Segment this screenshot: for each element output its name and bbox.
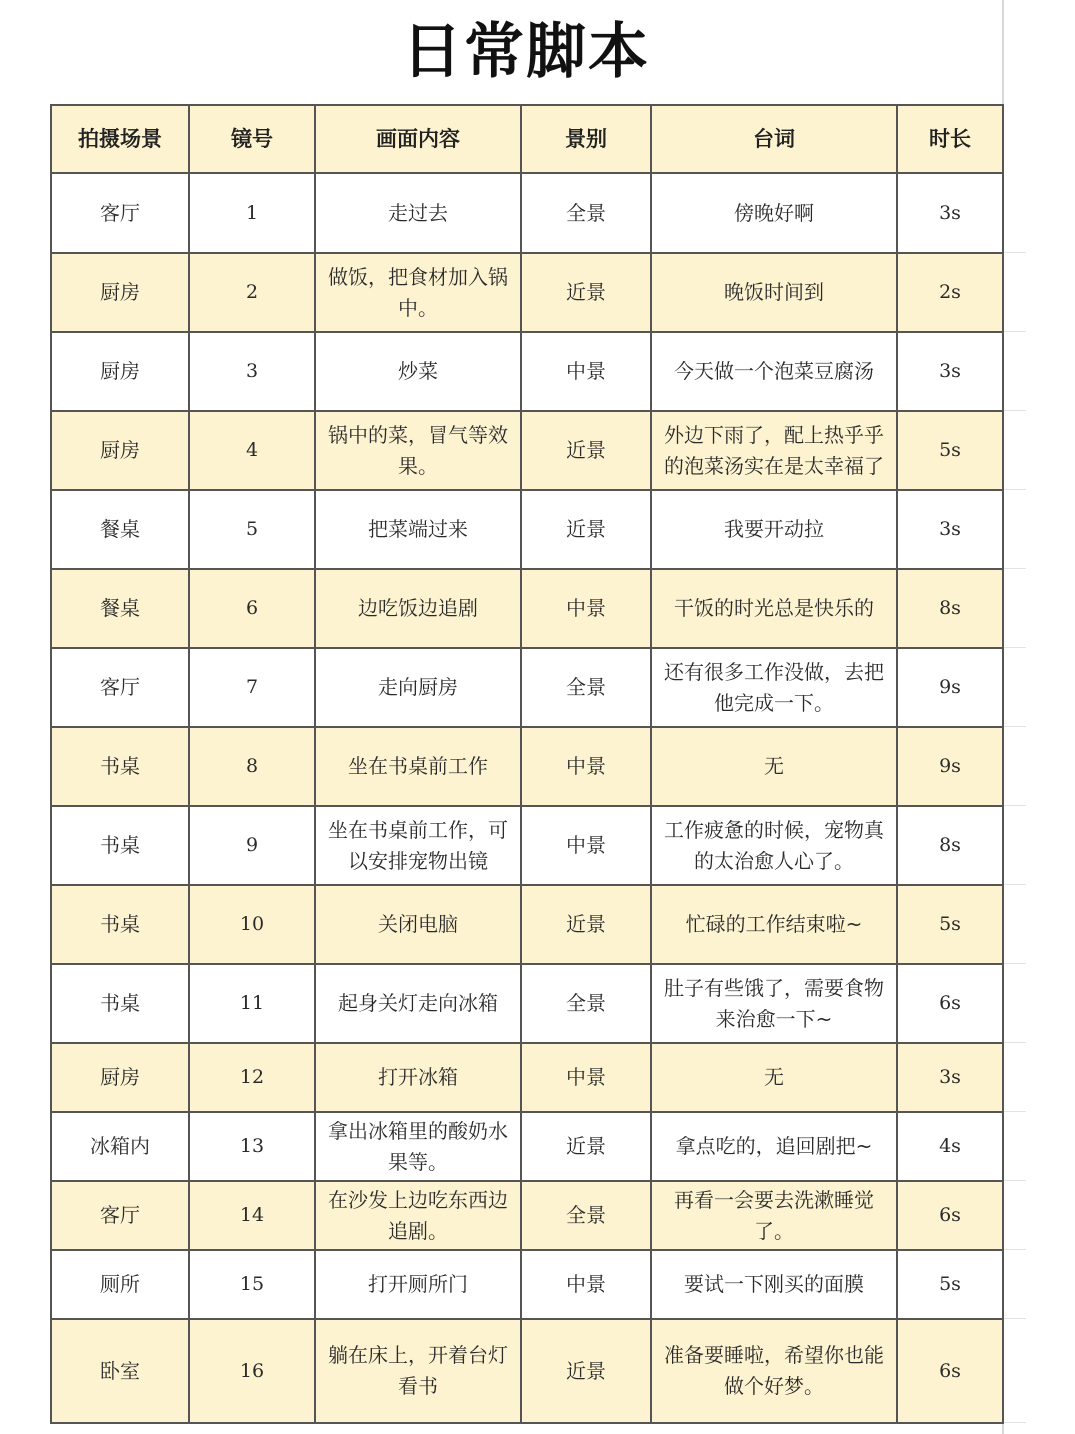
cell-content-text: 把菜端过来	[368, 517, 468, 541]
cell-scene	[51, 1112, 189, 1181]
cell-scene-text: 客厅	[100, 1203, 140, 1227]
cell-dialogue	[651, 964, 897, 1043]
cell-dialogue-text: 傍晚好啊	[734, 200, 814, 225]
cell-shot-text: 16	[239, 1359, 265, 1382]
cell-scene	[51, 253, 189, 332]
grid-extension-line	[1004, 963, 1026, 964]
cell-framing	[521, 1181, 651, 1250]
cell-content-text: 走向厨房	[378, 675, 458, 699]
cell-dialogue	[651, 885, 897, 964]
cell-shot	[189, 648, 315, 727]
cell-duration	[897, 1319, 1003, 1423]
cell-content	[315, 173, 521, 253]
cell-framing	[521, 411, 651, 490]
cell-duration	[897, 806, 1003, 885]
cell-dialogue-text: 我要开动拉	[724, 517, 824, 541]
cell-duration	[897, 411, 1003, 490]
cell-scene	[51, 1250, 189, 1319]
cell-content-text: 起身关灯走向冰箱	[338, 991, 498, 1015]
cell-dialogue	[651, 1112, 897, 1181]
cell-framing-text: 中景	[566, 1272, 606, 1296]
cell-dialogue	[651, 1043, 897, 1112]
cell-scene	[51, 806, 189, 885]
cell-scene-text: 书桌	[100, 991, 140, 1015]
cell-scene	[51, 1319, 189, 1423]
cell-framing-text: 中景	[566, 833, 606, 857]
cell-shot-text: 7	[245, 676, 259, 698]
cell-duration	[897, 727, 1003, 806]
cell-shot	[189, 1319, 315, 1423]
cell-scene-text: 书桌	[100, 833, 140, 857]
cell-shot-text: 10	[239, 913, 265, 935]
cell-duration	[897, 964, 1003, 1043]
cell-framing-text: 中景	[566, 1065, 606, 1089]
cell-dialogue	[651, 173, 897, 253]
cell-scene-text: 冰箱内	[90, 1134, 150, 1158]
cell-framing	[521, 253, 651, 332]
grid-extension-line	[1004, 1422, 1026, 1423]
cell-duration	[897, 253, 1003, 332]
cell-shot	[189, 1112, 315, 1181]
cell-framing	[521, 1319, 651, 1423]
cell-content-text: 锅中的菜，冒气等效果。	[328, 422, 508, 478]
cell-scene-text: 厨房	[100, 280, 140, 304]
cell-duration-text: 5s	[939, 1273, 961, 1295]
cell-shot	[189, 806, 315, 885]
cell-content-text: 边吃饭边追剧	[358, 596, 478, 620]
cell-scene-text: 厕所	[100, 1272, 140, 1296]
cell-shot	[189, 173, 315, 253]
cell-scene	[51, 1181, 189, 1250]
cell-dialogue	[651, 332, 897, 411]
cell-dialogue-text: 晚饭时间到	[724, 280, 824, 304]
cell-dialogue-text: 肚子有些饿了，需要食物来治愈一下~	[664, 975, 884, 1031]
cell-content-text: 走过去	[388, 200, 448, 225]
table-row	[51, 1250, 1003, 1319]
cell-duration-text: 4s	[939, 1135, 961, 1157]
cell-content	[315, 727, 521, 806]
cell-shot-text: 15	[239, 1273, 265, 1295]
cell-scene	[51, 727, 189, 806]
cell-scene-text: 厨房	[100, 1065, 140, 1089]
cell-dialogue-text: 准备要睡啦，希望你也能做个好梦。	[664, 1343, 884, 1398]
grid-extension-line	[1004, 252, 1026, 253]
cell-duration-text: 6s	[939, 992, 961, 1014]
cell-content	[315, 1181, 521, 1250]
cell-dialogue-text: 拿点吃的，追回剧把~	[675, 1134, 873, 1158]
cell-duration-text: 2s	[939, 281, 961, 303]
table-row	[51, 806, 1003, 885]
cell-scene-text: 厨房	[100, 438, 140, 462]
cell-duration	[897, 648, 1003, 727]
cell-duration-text: 5s	[939, 913, 961, 935]
cell-duration	[897, 490, 1003, 569]
cell-framing	[521, 727, 651, 806]
cell-framing-text: 全景	[566, 200, 606, 225]
cell-duration-text: 3s	[939, 360, 961, 382]
cell-scene	[51, 1043, 189, 1112]
cell-scene	[51, 332, 189, 411]
cell-content-text: 炒菜	[398, 359, 438, 383]
cell-framing	[521, 569, 651, 648]
cell-shot-text: 13	[239, 1135, 265, 1157]
table-row	[51, 173, 1003, 253]
cell-duration	[897, 173, 1003, 253]
cell-content	[315, 1319, 521, 1423]
header-dialogue: 台词	[651, 105, 897, 173]
cell-dialogue	[651, 569, 897, 648]
cell-scene	[51, 964, 189, 1043]
cell-dialogue	[651, 1319, 897, 1423]
grid-extension-line	[1004, 647, 1026, 648]
cell-dialogue	[651, 1250, 897, 1319]
cell-framing-text: 近景	[566, 1134, 606, 1158]
cell-shot	[189, 253, 315, 332]
cell-scene-text: 餐桌	[100, 596, 140, 620]
cell-framing-text: 全景	[566, 675, 606, 699]
cell-content	[315, 253, 521, 332]
cell-duration-text: 9s	[939, 755, 961, 777]
cell-framing-text: 近景	[566, 1358, 606, 1383]
cell-scene	[51, 490, 189, 569]
cell-shot-text: 12	[239, 1066, 265, 1088]
cell-content	[315, 1112, 521, 1181]
cell-dialogue	[651, 1181, 897, 1250]
cell-shot	[189, 569, 315, 648]
table-row	[51, 411, 1003, 490]
cell-scene-text: 客厅	[100, 200, 140, 225]
header-row	[51, 105, 1003, 173]
cell-dialogue-text: 再看一会要去洗漱睡觉了。	[674, 1187, 874, 1243]
cell-framing-text: 中景	[566, 359, 606, 383]
cell-shot-text: 11	[239, 992, 265, 1014]
cell-duration-text: 5s	[939, 439, 961, 461]
cell-scene-text: 书桌	[100, 754, 140, 778]
cell-duration-text: 3s	[939, 518, 961, 540]
cell-scene	[51, 648, 189, 727]
cell-content-text: 在沙发上边吃东西边追剧。	[328, 1187, 508, 1243]
cell-dialogue	[651, 648, 897, 727]
table-row	[51, 1043, 1003, 1112]
grid-extension-line	[1004, 410, 1026, 411]
cell-content-text: 坐在书桌前工作	[348, 754, 488, 778]
table-row	[51, 1181, 1003, 1250]
cell-framing-text: 全景	[566, 991, 606, 1015]
cell-framing-text: 近景	[566, 912, 606, 936]
script-table	[50, 104, 1004, 1424]
table-row	[51, 253, 1003, 332]
cell-shot	[189, 1250, 315, 1319]
table-row	[51, 569, 1003, 648]
cell-framing	[521, 1250, 651, 1319]
cell-dialogue	[651, 411, 897, 490]
cell-duration-text: 8s	[939, 834, 961, 856]
table-row	[51, 1319, 1003, 1423]
cell-framing	[521, 173, 651, 253]
cell-dialogue	[651, 490, 897, 569]
cell-content	[315, 332, 521, 411]
cell-content	[315, 411, 521, 490]
cell-shot	[189, 332, 315, 411]
cell-content	[315, 490, 521, 569]
cell-dialogue	[651, 806, 897, 885]
cell-scene	[51, 173, 189, 253]
cell-shot	[189, 885, 315, 964]
cell-shot	[189, 411, 315, 490]
cell-scene-text: 厨房	[100, 359, 140, 383]
cell-scene-text: 客厅	[100, 675, 140, 699]
cell-shot	[189, 964, 315, 1043]
cell-duration	[897, 1181, 1003, 1250]
cell-dialogue-text: 今天做一个泡菜豆腐汤	[674, 359, 874, 383]
cell-content-text: 打开厕所门	[368, 1272, 468, 1296]
header-content: 画面内容	[315, 105, 521, 173]
cell-content-text: 坐在书桌前工作，可以安排宠物出镜	[328, 817, 508, 873]
cell-framing	[521, 806, 651, 885]
cell-shot	[189, 1043, 315, 1112]
cell-framing-text: 近景	[566, 280, 606, 304]
cell-shot-text: 4	[245, 439, 259, 461]
cell-shot-text: 9	[245, 834, 259, 856]
cell-framing-text: 近景	[566, 517, 606, 541]
cell-dialogue	[651, 727, 897, 806]
cell-framing-text: 近景	[566, 438, 606, 462]
cell-duration	[897, 1250, 1003, 1319]
cell-duration	[897, 332, 1003, 411]
grid-extension-line	[1004, 1318, 1026, 1319]
grid-extension-line	[1004, 331, 1026, 332]
cell-duration-text: 6s	[939, 1359, 961, 1382]
table-row	[51, 727, 1003, 806]
cell-scene	[51, 569, 189, 648]
cell-content	[315, 569, 521, 648]
cell-duration	[897, 885, 1003, 964]
cell-content-text: 打开冰箱	[378, 1065, 458, 1089]
table-row	[51, 490, 1003, 569]
grid-extension-line	[1004, 1111, 1026, 1112]
cell-duration-text: 3s	[939, 1066, 961, 1088]
cell-shot-text: 3	[245, 360, 259, 382]
cell-duration	[897, 1043, 1003, 1112]
cell-dialogue-text: 无	[764, 1065, 784, 1089]
cell-scene-text: 卧室	[100, 1358, 140, 1383]
header-framing: 景别	[521, 105, 651, 173]
cell-duration-text: 3s	[939, 201, 961, 224]
cell-scene	[51, 411, 189, 490]
cell-shot-text: 1	[245, 201, 259, 224]
cell-duration-text: 8s	[939, 597, 961, 619]
cell-content	[315, 964, 521, 1043]
cell-content	[315, 648, 521, 727]
grid-extension-line	[1004, 1042, 1026, 1043]
cell-framing	[521, 490, 651, 569]
cell-content-text: 拿出冰箱里的酸奶水果等。	[328, 1118, 508, 1174]
table-body	[51, 173, 1003, 1423]
script-table-container	[50, 104, 1004, 1424]
cell-shot-text: 8	[245, 755, 259, 777]
cell-dialogue-text: 工作疲惫的时候，宠物真的太治愈人心了。	[664, 817, 884, 873]
cell-dialogue-text: 忙碌的工作结束啦~	[685, 912, 863, 936]
cell-shot	[189, 490, 315, 569]
grid-extension-line	[1004, 1180, 1026, 1181]
cell-framing	[521, 648, 651, 727]
table-row	[51, 885, 1003, 964]
header-scene: 拍摄场景	[51, 105, 189, 173]
cell-framing	[521, 1112, 651, 1181]
cell-dialogue-text: 干饭的时光总是快乐的	[674, 596, 874, 620]
grid-extension-line	[1004, 1249, 1026, 1250]
cell-content-text: 做饭，把食材加入锅中。	[328, 264, 508, 320]
cell-dialogue-text: 要试一下刚买的面膜	[684, 1272, 864, 1296]
cell-framing	[521, 332, 651, 411]
cell-shot-text: 2	[245, 281, 259, 303]
cell-framing	[521, 964, 651, 1043]
cell-shot	[189, 1181, 315, 1250]
header-duration: 时长	[897, 105, 1003, 173]
cell-dialogue-text: 无	[764, 754, 784, 778]
grid-extension-line	[1004, 726, 1026, 727]
table-row	[51, 1112, 1003, 1181]
cell-duration	[897, 569, 1003, 648]
cell-dialogue	[651, 253, 897, 332]
grid-extension-line	[1004, 805, 1026, 806]
cell-framing	[521, 885, 651, 964]
cell-framing	[521, 1043, 651, 1112]
header-shot: 镜号	[189, 105, 315, 173]
cell-shot-text: 14	[239, 1204, 265, 1226]
cell-content	[315, 885, 521, 964]
cell-framing-text: 中景	[566, 754, 606, 778]
cell-scene-text: 餐桌	[100, 517, 140, 541]
cell-shot	[189, 727, 315, 806]
cell-dialogue-text: 还有很多工作没做，去把他完成一下。	[664, 659, 884, 715]
table-row	[51, 332, 1003, 411]
grid-extension-line	[1004, 489, 1026, 490]
cell-content	[315, 1043, 521, 1112]
table-row	[51, 964, 1003, 1043]
table-row	[51, 648, 1003, 727]
cell-content	[315, 806, 521, 885]
cell-content-text: 躺在床上，开着台灯看书	[328, 1343, 508, 1398]
grid-extension-line	[1004, 884, 1026, 885]
cell-scene	[51, 885, 189, 964]
cell-framing-text: 中景	[566, 596, 606, 620]
cell-dialogue-text: 外边下雨了，配上热乎乎的泡菜汤实在是太幸福了	[664, 422, 884, 478]
cell-content-text: 关闭电脑	[378, 912, 458, 936]
cell-content	[315, 1250, 521, 1319]
cell-shot-text: 5	[245, 518, 259, 540]
cell-shot-text: 6	[245, 597, 259, 619]
cell-duration-text: 9s	[939, 676, 961, 698]
cell-framing-text: 全景	[566, 1203, 606, 1227]
grid-extension-line	[1004, 568, 1026, 569]
page-title: 日常脚本	[402, 17, 650, 87]
cell-duration	[897, 1112, 1003, 1181]
cell-duration-text: 6s	[939, 1204, 961, 1226]
cell-scene-text: 书桌	[100, 912, 140, 936]
